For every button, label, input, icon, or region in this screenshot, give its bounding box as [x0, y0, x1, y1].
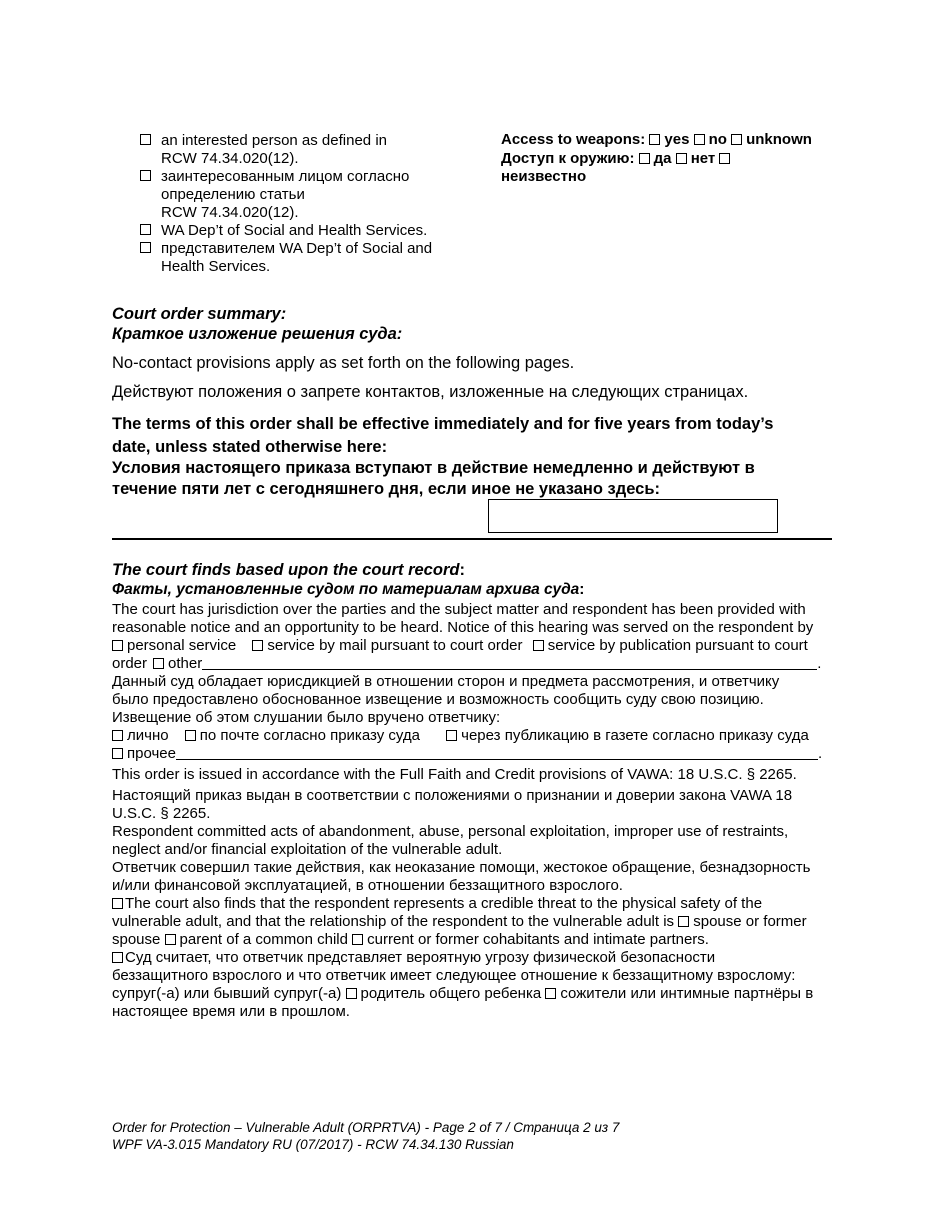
option-dshs: WA Dep’t of Social and Health Services.: [140, 222, 470, 240]
weapons-unknown-checkbox[interactable]: [731, 134, 742, 145]
lichno-checkbox[interactable]: [112, 730, 123, 741]
gazeta-checkbox[interactable]: [446, 730, 457, 741]
service-by-mail-checkbox[interactable]: [252, 640, 263, 651]
findings-title-en: The court finds based upon the court record:: [112, 561, 465, 579]
personal-service-checkbox[interactable]: [112, 640, 123, 651]
spouse-ru-checkbox[interactable]: [346, 988, 357, 999]
no-contact-ru: Действуют положения о запрете контактов, изложенные на следующих страницах.: [112, 383, 749, 401]
effective-date-field[interactable]: [488, 499, 778, 533]
checkbox-dshs[interactable]: [140, 224, 151, 235]
prochee-checkbox[interactable]: [112, 748, 123, 759]
pochta-checkbox[interactable]: [185, 730, 196, 741]
option-interested-person-ru: заинтересованным лицом согласно определению статьи RCW 74.34.020(12).: [140, 168, 470, 222]
terms-en: The terms of this order shall be effective immediately and for five years from today’s date, unless stated otherwise here:: [112, 415, 774, 456]
weapons-no-checkbox[interactable]: [694, 134, 705, 145]
weapons-section: Access to weapons: yes no unknown Доступ к оружию: да нет неизвестно: [501, 131, 812, 185]
findings-title-ru: Факты, установленные судом по материалам архива суда:: [112, 581, 585, 598]
terms-ru: Условия настоящего приказа вступают в действие немедленно и действуют в течение пяти лет с сегодняшнего дня, если иное не указано здесь:: [112, 459, 755, 498]
cohabitant-ru-checkbox[interactable]: [545, 988, 556, 999]
service-other-line[interactable]: [202, 657, 817, 670]
service-other-en: order other .: [112, 655, 822, 672]
findings-body: The court has jurisdiction over the parties and the subject matter and respondent has been provided with reasonable notice and an opportunity to be heard. Notice of this hearing was served on the respondent by personal service service by mail pursuant to court order service by publication pursuant to court order other . Данный суд обладает юрисдикцией в отношении сторон и предмета рассмотрения, и ответчику было предоставлено обоснованное извещение и возможность сообщить суду свою позицию. Извещение об этом слушании было вручено ответчику: лично по почте согласно приказу суда через публикацию в газете согласно приказу суда прочее . This order is issued in accordance with the Full Faith and Credit provisions of VAWA: 18 U.S.C. § 2265. Настоящий приказ выдан в соответствии с положениями о признании и доверии закона VAWA 18 U.S.C. § 2265. Respondent committed acts of abandonment, abuse, personal exploitation, improper use of restraints, neglect and/or financial exploitation of the vulnerable adult. Ответчик совершил такие действия, как неоказание помощи, жестокое обращение, безнадзорность и/или финансовой эксплуатацией, в отношении беззащитного взрослого. The court also finds that the respondent represents a credible threat to the physical safety of the vulnerable adult, and that the relationship of the respondent to the vulnerable adult is spouse or former spouse parent of a common child current or former cohabitants and intimate partners. Суд считает, что ответчик представляет вероятную угрозу физической безопасности беззащитного взрослого и что ответчик имеет следующее отношение к беззащитному взрослому: супруг(-а) или бывший супруг(-а) родитель общего ребенка сожители или интимные партнёры в настоящее время или в прошлом.: [112, 601, 837, 1021]
weapons-da-checkbox[interactable]: [639, 153, 650, 164]
threat-checkbox[interactable]: [112, 898, 123, 909]
option-dshs-ru: представителем WA Dep’t of Social and Health Services.: [140, 240, 470, 276]
service-other-ru: прочее .: [112, 745, 837, 763]
no-contact-en: No-contact provisions apply as set forth on the following pages.: [112, 354, 575, 372]
service-options-en: personal service service by mail pursuant to court order service by publication pursuant to court: [112, 637, 837, 655]
cohabitant-checkbox[interactable]: [352, 934, 363, 945]
service-other-checkbox[interactable]: [153, 658, 164, 669]
parent-checkbox[interactable]: [165, 934, 176, 945]
spouse-checkbox[interactable]: [678, 916, 689, 927]
section-divider: [112, 538, 832, 540]
weapons-neizv-checkbox[interactable]: [719, 153, 730, 164]
summary-title: Court order summary: Краткое изложение решения суда:: [112, 305, 403, 343]
checkbox-interested-person[interactable]: [140, 134, 151, 145]
service-by-publication-checkbox[interactable]: [533, 640, 544, 651]
service-options-ru: лично по почте согласно приказу суда через публикацию в газете согласно приказу суда: [112, 727, 837, 745]
checkbox-interested-person-ru[interactable]: [140, 170, 151, 181]
petitioner-options: [140, 132, 470, 276]
threat-ru-checkbox[interactable]: [112, 952, 123, 963]
threat-ru: Суд считает, что ответчик представляет вероятную угрозу физической безопасности беззащитного взрослого и что ответчик имеет следующее отношение к беззащитному взрослому: супруг(-а) или бывший супруг(-а) родитель общего ребенка сожители или интимные партнёры в настоящее время или в прошлом.: [112, 949, 814, 1020]
checkbox-dshs-ru[interactable]: [140, 242, 151, 253]
page-footer: Order for Protection – Vulnerable Adult (ORPRTVA) - Page 2 of 7 / Страница 2 из 7 WPF VA-3.015 Mandatory RU (07/2017) - RCW 74.34.130 Russian: [112, 1120, 620, 1152]
weapons-net-checkbox[interactable]: [676, 153, 687, 164]
threat-en: The court also finds that the respondent represents a credible threat to the physical safety of the vulnerable adult, and that the relationship of the respondent to the vulnerable adult is spouse or former spouse parent of a common child current or former cohabitants and intimate partners.: [112, 895, 807, 948]
weapons-yes-checkbox[interactable]: [649, 134, 660, 145]
option-interested-person: an interested person as defined in RCW 74.34.020(12).: [140, 132, 470, 168]
prochee-line[interactable]: [176, 747, 818, 760]
